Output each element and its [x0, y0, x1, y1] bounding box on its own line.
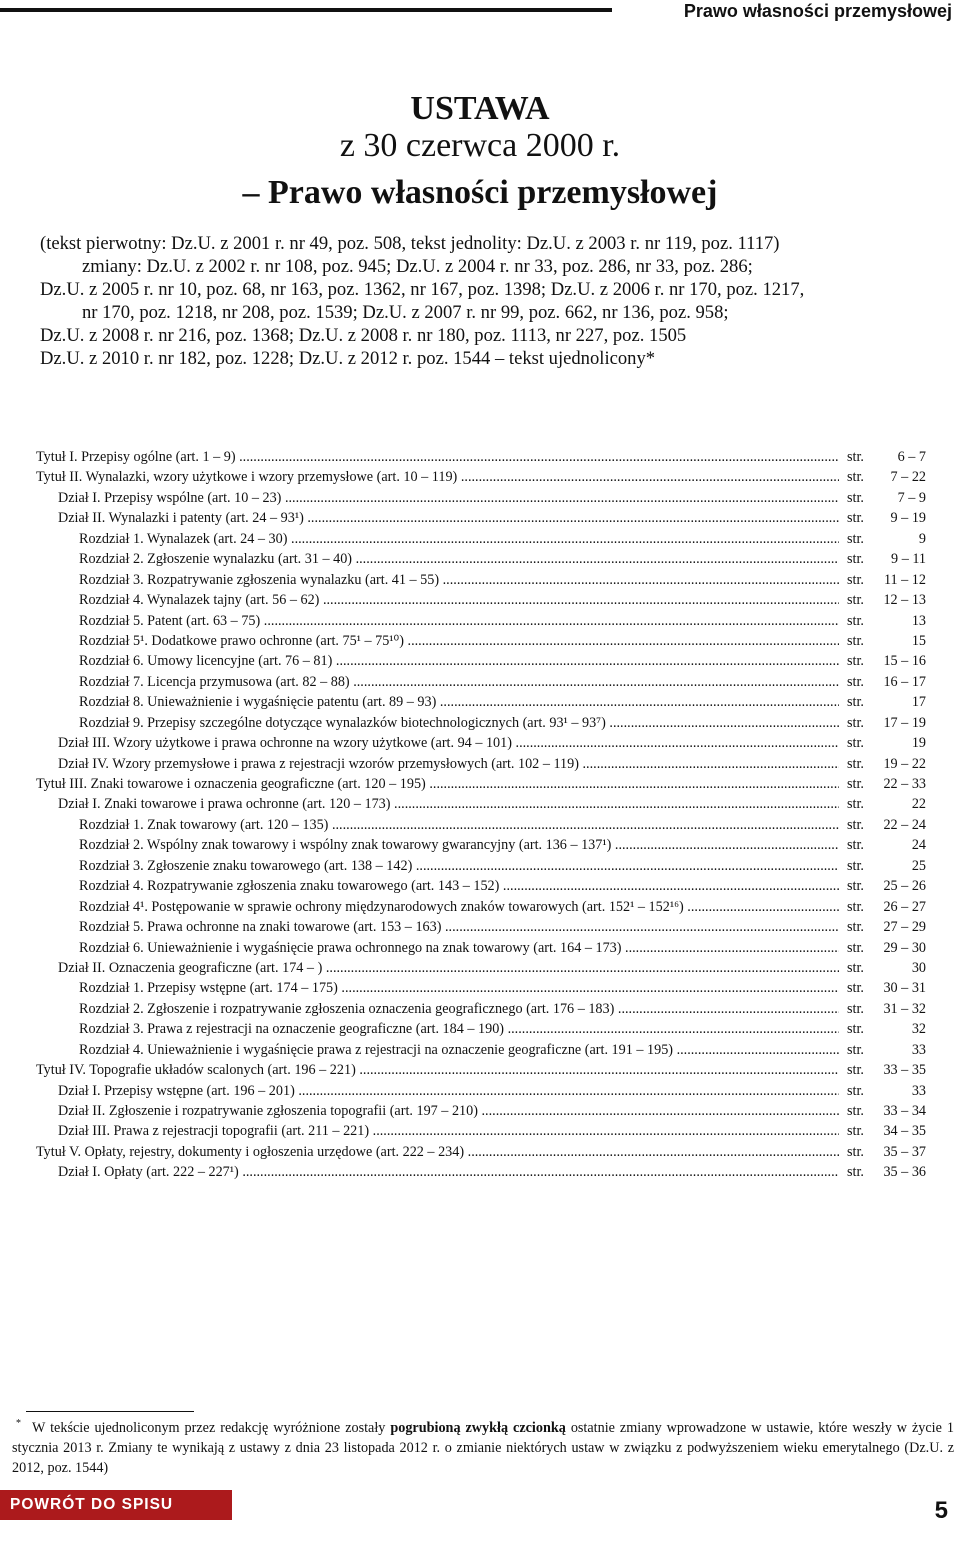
- document-subtitle: – Prawo własności przemysłowej: [242, 174, 718, 211]
- toc-entry-label: Dział I. Znaki towarowe i prawa ochronne (art. 120 – 173) .....: [58, 794, 839, 814]
- toc-entry-str: str.: [847, 1123, 864, 1140]
- toc-entry-str: str.: [847, 1062, 864, 1079]
- toc-entry-pages: 22: [911, 796, 926, 813]
- toc-entry-pages: 9 – 19: [890, 510, 926, 527]
- toc-entry[interactable]: [36, 1142, 928, 1162]
- toc-entry-str: str.: [847, 489, 864, 506]
- toc-entry-str: str.: [847, 592, 864, 609]
- toc-entry[interactable]: [36, 917, 928, 937]
- toc-entry-label: Rozdział 4. Unieważnienie i wygaśnięcie prawa z rejestracji na oznaczenie geograficzne (art. 191 – 195) .....: [79, 1040, 839, 1060]
- toc-entry[interactable]: [36, 713, 928, 733]
- toc-entry[interactable]: [36, 815, 928, 835]
- toc-entry-str: str.: [847, 694, 864, 711]
- toc-entry-pages: 7 – 22: [890, 469, 926, 486]
- footnote-rule: [26, 1411, 194, 1412]
- toc-entry-pages: 11 – 12: [883, 571, 926, 588]
- toc-entry-pages: 33 – 34: [883, 1103, 926, 1119]
- toc-entry[interactable]: [36, 1019, 928, 1039]
- footnote-text-rest: ostatnie zmiany wprowadzone w ustawie, które weszły w życie 1 stycznia 2013 r. Zmiany te wynikają z ustawy z dnia 23 listopada 2012 r. o zmianie niektórych ustaw w związku z podwyższeniem wieku emerytalnego (Dz.U. z 2012, poz. 1544): [12, 1420, 954, 1477]
- toc-entry-pages: 25: [911, 857, 926, 874]
- toc-entry-pages: 31 – 32: [883, 1000, 926, 1017]
- toc-entry-label: Dział II. Zgłoszenie i rozpatrywanie zgłoszenia topografii (art. 197 – 210) .....: [58, 1101, 839, 1121]
- toc-entry-pages: 33: [911, 1041, 926, 1058]
- toc-entry-label: Dział III. Prawa z rejestracji topografii (art. 211 – 221) .....: [58, 1121, 839, 1141]
- toc-entry-str: str.: [847, 1164, 864, 1181]
- toc-entry-str: str.: [847, 449, 864, 465]
- toc-entry-str: str.: [847, 755, 864, 772]
- toc-entry[interactable]: [36, 590, 928, 610]
- toc-entry-pages: 27 – 29: [883, 919, 926, 936]
- toc-entry-pages: 29 – 30: [883, 939, 926, 956]
- amendment-line: Dz.U. z 2010 r. nr 182, poz. 1228; Dz.U. z 2012 r. poz. 1544 – tekst ujednolicony*: [40, 348, 656, 370]
- toc-entry-label: Rozdział 4. Wynalazek tajny (art. 56 – 62) .....: [79, 590, 839, 610]
- toc-entry[interactable]: [36, 958, 928, 978]
- toc-entry-label: Rozdział 7. Licencja przymusowa (art. 82 – 88) .....: [79, 672, 839, 692]
- toc-entry-pages: 7 – 9: [897, 489, 926, 506]
- page-number: 5: [934, 1497, 948, 1524]
- toc-entry-str: str.: [847, 735, 864, 752]
- toc-entry[interactable]: [36, 938, 928, 958]
- toc-entry-str: str.: [847, 673, 864, 690]
- toc-entry-label: Rozdział 9. Przepisy szczególne dotyczące wynalazków biotechnologicznych (art. 93¹ – 93⁷) .....: [79, 713, 839, 733]
- toc-entry-label: Rozdział 5. Patent (art. 63 – 75) .....: [79, 611, 839, 631]
- toc-entry-str: str.: [847, 1103, 864, 1119]
- toc-entry-str: str.: [847, 898, 864, 915]
- toc-entry[interactable]: [36, 1060, 928, 1080]
- toc-entry[interactable]: [36, 631, 928, 651]
- toc-entry-pages: 16 – 17: [883, 673, 926, 690]
- toc-entry[interactable]: [36, 672, 928, 692]
- toc-entry-pages: 17 – 19: [883, 714, 926, 731]
- toc-entry[interactable]: [36, 733, 928, 753]
- toc-entry-label: Rozdział 6. Unieważnienie i wygaśnięcie prawa ochronnego na znak towarowy (art. 164 – 173) .....: [79, 938, 839, 958]
- toc-entry[interactable]: [36, 1040, 928, 1060]
- toc-entry-str: str.: [847, 1041, 864, 1058]
- toc-entry[interactable]: [36, 897, 928, 917]
- toc-entry-str: str.: [847, 1021, 864, 1038]
- toc-entry[interactable]: [36, 1121, 928, 1141]
- amendments-block: [40, 232, 930, 371]
- toc-entry-label: Rozdział 1. Przepisy wstępne (art. 174 – 175) .....: [79, 978, 839, 998]
- toc-entry-pages: 33 – 35: [883, 1062, 926, 1079]
- toc-entry-label: Dział II. Oznaczenia geograficzne (art. 174 – ) .....: [58, 958, 839, 978]
- toc-entry-str: str.: [847, 653, 864, 670]
- footnote: [12, 1418, 954, 1479]
- toc-entry-label: Rozdział 3. Zgłoszenie znaku towarowego (art. 138 – 142) .....: [79, 856, 839, 876]
- toc-entry-pages: 24: [911, 837, 926, 854]
- amendment-line: zmiany: Dz.U. z 2002 r. nr 108, poz. 945; Dz.U. z 2004 r. nr 33, poz. 286, nr 33, poz. 286;: [82, 256, 753, 278]
- toc-entry[interactable]: [36, 835, 928, 855]
- toc-entry-pages: 17: [911, 694, 926, 711]
- toc-entry-str: str.: [847, 1143, 864, 1160]
- toc-entry-str: str.: [847, 510, 864, 527]
- toc-entry[interactable]: [36, 692, 928, 712]
- toc-entry-str: str.: [847, 878, 864, 895]
- toc-entry-pages: 34 – 35: [883, 1123, 926, 1140]
- toc-entry[interactable]: [36, 529, 928, 549]
- toc-entry-str: str.: [847, 469, 864, 486]
- toc-entry-pages: 30: [911, 959, 926, 976]
- toc-entry-label: Rozdział 2. Wspólny znak towarowy i wspólny znak towarowy gwarancyjny (art. 136 – 137¹) .....: [79, 835, 839, 855]
- toc-entry-label: Dział I. Przepisy wstępne (art. 196 – 201) .....: [58, 1081, 839, 1101]
- footnote-mark: *: [16, 1418, 21, 1429]
- toc-entry-pages: 6 – 7: [897, 449, 926, 465]
- toc-entry-label: Tytuł IV. Topografie układów scalonych (art. 196 – 221) .....: [36, 1060, 839, 1080]
- toc-entry-label: Rozdział 5. Prawa ochronne na znaki towarowe (art. 153 – 163) .....: [79, 917, 839, 937]
- toc-entry-pages: 22 – 24: [883, 816, 926, 833]
- toc-entry-label: Rozdział 6. Umowy licencyjne (art. 76 – 81) .....: [79, 651, 839, 671]
- amendment-line: Dz.U. z 2005 r. nr 10, poz. 68, nr 163, poz. 1362, nr 167, poz. 1398; Dz.U. z 2006 r. nr 170, poz. 1217,: [40, 279, 805, 301]
- document-title: USTAWA: [410, 90, 550, 127]
- toc-entry[interactable]: [36, 774, 928, 794]
- toc-entry-label: Dział II. Wynalazki i patenty (art. 24 – 93¹) .....: [58, 508, 839, 528]
- toc-entry-label: Tytuł III. Znaki towarowe i oznaczenia geograficzne (art. 120 – 195) .....: [36, 774, 839, 794]
- toc-entry[interactable]: [36, 1081, 928, 1101]
- toc-entry-pages: 13: [911, 612, 926, 629]
- toc-entry-pages: 35 – 37: [883, 1143, 926, 1160]
- toc-entry[interactable]: [36, 508, 928, 528]
- toc-entry-label: Rozdział 1. Wynalazek (art. 24 – 30) .....: [79, 529, 839, 549]
- toc-entry[interactable]: [36, 999, 928, 1019]
- toc-entry-str: str.: [847, 776, 864, 792]
- toc-entry[interactable]: [36, 794, 928, 814]
- toc-entry-pages: 12 – 13: [883, 592, 926, 609]
- table-of-contents: [36, 447, 928, 1183]
- toc-entry-pages: 9 – 11: [891, 551, 926, 568]
- toc-entry-str: str.: [847, 837, 864, 854]
- header-rule: [0, 8, 612, 12]
- toc-entry[interactable]: [36, 1162, 928, 1182]
- toc-entry[interactable]: [36, 447, 928, 467]
- toc-entry-str: str.: [847, 714, 864, 731]
- toc-entry-label: Rozdział 5¹. Dodatkowe prawo ochronne (art. 75¹ – 75¹⁰) .....: [79, 631, 839, 651]
- toc-entry-pages: 26 – 27: [883, 898, 926, 915]
- toc-entry-pages: 15 – 16: [883, 653, 926, 670]
- toc-entry-str: str.: [847, 919, 864, 936]
- toc-entry-pages: 32: [911, 1021, 926, 1038]
- header-title: Prawo własności przemysłowej: [683, 1, 952, 21]
- toc-entry-str: str.: [847, 571, 864, 588]
- toc-entry[interactable]: [36, 754, 928, 774]
- amendment-line: nr 170, poz. 1218, nr 208, poz. 1539; Dz.U. z 2007 r. nr 99, poz. 662, nr 136, poz. 958;: [82, 302, 729, 324]
- toc-entry[interactable]: [36, 549, 928, 569]
- footnote-text: W tekście ujednoliconym przez redakcję wyróżnione zostały: [32, 1420, 391, 1436]
- toc-entry-pages: 19: [911, 735, 926, 752]
- toc-entry-label: Dział IV. Wzory przemysłowe i prawa z rejestracji wzorów przemysłowych (art. 102 – 119) .....: [58, 754, 839, 774]
- document-date: z 30 czerwca 2000 r.: [339, 127, 621, 164]
- back-to-contents-button[interactable]: POWRÓT DO SPISU TREŚCI: [0, 1490, 232, 1520]
- toc-entry[interactable]: [36, 570, 928, 590]
- toc-entry-str: str.: [847, 1000, 864, 1017]
- toc-entry-pages: 35 – 36: [883, 1164, 926, 1181]
- toc-entry-str: str.: [847, 612, 864, 629]
- toc-entry-label: Rozdział 2. Zgłoszenie wynalazku (art. 31 – 40) .....: [79, 549, 839, 569]
- toc-entry-label: Dział I. Opłaty (art. 222 – 227¹) .....: [58, 1162, 839, 1182]
- toc-entry-label: Rozdział 4¹. Postępowanie w sprawie ochrony międzynarodowych znaków towarowych (art. 152¹ – 152¹⁶) .....: [79, 897, 839, 917]
- toc-entry-str: str.: [847, 816, 864, 833]
- toc-entry-str: str.: [847, 939, 864, 956]
- toc-entry-label: Dział III. Wzory użytkowe i prawa ochronne na wzory użytkowe (art. 94 – 101) .....: [58, 733, 839, 753]
- toc-entry-label: Dział I. Przepisy wspólne (art. 10 – 23) .....: [58, 488, 839, 508]
- toc-entry-pages: 19 – 22: [883, 755, 926, 772]
- toc-entry-str: str.: [847, 530, 864, 547]
- toc-entry-label: Tytuł V. Opłaty, rejestry, dokumenty i ogłoszenia urzędowe (art. 222 – 234) .....: [36, 1142, 839, 1162]
- amendment-line: Dz.U. z 2008 r. nr 216, poz. 1368; Dz.U. z 2008 r. nr 180, poz. 1113, nr 227, poz. 1505: [40, 325, 687, 347]
- toc-entry-label: Tytuł I. Przepisy ogólne (art. 1 – 9) .....: [36, 447, 839, 467]
- toc-entry-pages: 33: [911, 1082, 926, 1099]
- toc-entry[interactable]: [36, 467, 928, 487]
- toc-entry[interactable]: [36, 876, 928, 896]
- toc-entry[interactable]: [36, 611, 928, 631]
- toc-entry-pages: 9: [918, 530, 926, 547]
- toc-entry-label: Rozdział 3. Rozpatrywanie zgłoszenia wynalazku (art. 41 – 55) .....: [79, 570, 839, 590]
- toc-entry-pages: 25 – 26: [883, 878, 926, 895]
- page-header: [0, 0, 960, 22]
- toc-entry[interactable]: [36, 856, 928, 876]
- toc-entry-pages: 22 – 33: [883, 776, 926, 792]
- footnote-bold-text: pogrubioną zwykłą czcionką: [390, 1420, 566, 1436]
- toc-entry-str: str.: [847, 551, 864, 568]
- toc-entry[interactable]: [36, 1101, 928, 1121]
- toc-entry-pages: 15: [911, 632, 926, 649]
- toc-entry-pages: 30 – 31: [883, 980, 926, 997]
- toc-entry-label: Rozdział 8. Unieważnienie i wygaśnięcie patentu (art. 89 – 93) .....: [79, 692, 839, 712]
- toc-entry-str: str.: [847, 632, 864, 649]
- toc-entry-label: Rozdział 1. Znak towarowy (art. 120 – 135) .....: [79, 815, 839, 835]
- toc-entry-str: str.: [847, 980, 864, 997]
- toc-entry[interactable]: [36, 651, 928, 671]
- toc-entry-label: Rozdział 4. Rozpatrywanie zgłoszenia znaku towarowego (art. 143 – 152) .....: [79, 876, 839, 896]
- toc-entry-str: str.: [847, 857, 864, 874]
- toc-entry-label: Rozdział 2. Zgłoszenie i rozpatrywanie zgłoszenia oznaczenia geograficznego (art. 176 – 183) .....: [79, 999, 839, 1019]
- toc-entry-str: str.: [847, 959, 864, 976]
- toc-entry[interactable]: [36, 488, 928, 508]
- toc-entry-str: str.: [847, 796, 864, 813]
- toc-entry-str: str.: [847, 1082, 864, 1099]
- toc-entry-label: Tytuł II. Wynalazki, wzory użytkowe i wzory przemysłowe (art. 10 – 119) .....: [36, 467, 839, 487]
- toc-entry[interactable]: [36, 978, 928, 998]
- amendment-line: (tekst pierwotny: Dz.U. z 2001 r. nr 49, poz. 508, tekst jednolity: Dz.U. z 2003 r. nr 119, poz. 1117): [40, 233, 780, 254]
- toc-entry-label: Rozdział 3. Prawa z rejestracji na oznaczenie geograficzne (art. 184 – 190) .....: [79, 1019, 839, 1039]
